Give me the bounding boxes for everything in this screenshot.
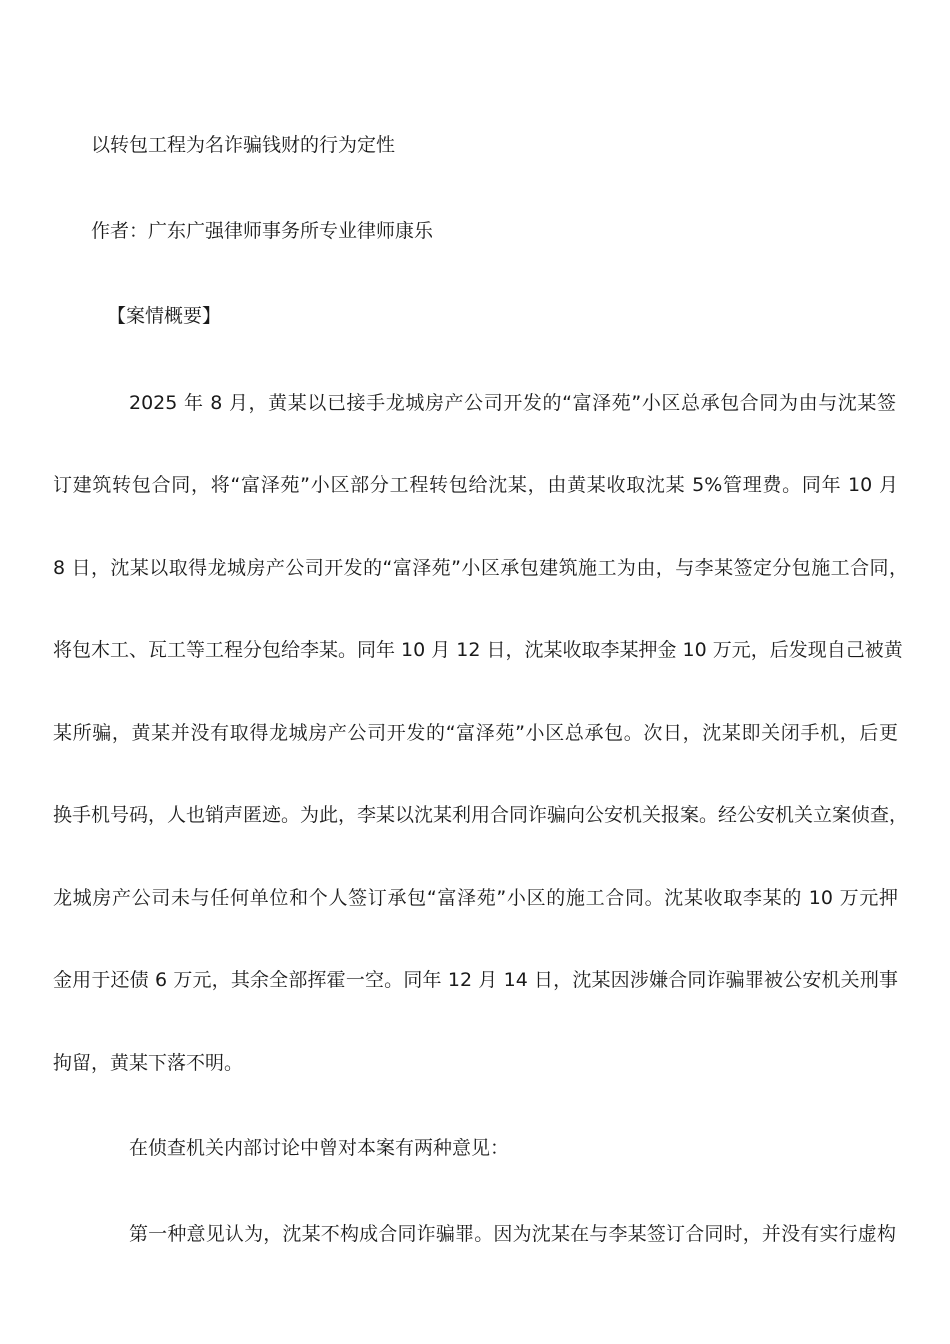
document-title: 以转包工程为名诈骗钱财的行为定性 xyxy=(91,134,396,156)
paragraph-line: 8 日，沈某以取得龙城房产公司开发的“富泽苑”小区承包建筑施工为由，与李某签定分包施工合同， xyxy=(53,557,908,579)
paragraph-line: 龙城房产公司未与任何单位和个人签订承包“富泽苑”小区的施工合同。沈某收取李某的 10 万元押 xyxy=(53,887,898,909)
paragraph-line: 2025 年 8 月，黄某以已接手龙城房产公司开发的“富泽苑”小区总承包合同为由与沈某签 xyxy=(129,392,896,414)
paragraph-line: 换手机号码，人也销声匿迹。为此，李某以沈某利用合同诈骗向公安机关报案。经公安机关立案侦查， xyxy=(53,804,909,826)
paragraph-line: 拘留，黄某下落不明。 xyxy=(53,1052,244,1074)
paragraph-line: 某所骗，黄某并没有取得龙城房产公司开发的“富泽苑”小区总承包。次日，沈某即关闭手机，后更 xyxy=(53,722,898,744)
paragraph-line: 金用于还债 6 万元，其余全部挥霍一空。同年 12 月 14 日，沈某因涉嫌合同诈骗罪被公安机关刑事 xyxy=(53,969,898,991)
document-author: 作者：广东广强律师事务所专业律师康乐 xyxy=(91,220,434,242)
section-heading: 【案情概要】 xyxy=(107,305,222,327)
paragraph-line: 第一种意见认为，沈某不构成合同诈骗罪。因为沈某在与李某签订合同时，并没有实行虚构 xyxy=(129,1223,896,1245)
paragraph-line: 订建筑转包合同，将“富泽苑”小区部分工程转包给沈某，由黄某收取沈某 5%管理费。同年 10 月 xyxy=(53,474,898,496)
paragraph-text: 在侦查机关内部讨论中曾对本案有两种意见： xyxy=(129,1137,510,1159)
paragraph-line: 将包木工、瓦工等工程分包给李某。同年 10 月 12 日，沈某收取李某押金 10 万元，后发现自己被黄 xyxy=(53,639,903,661)
